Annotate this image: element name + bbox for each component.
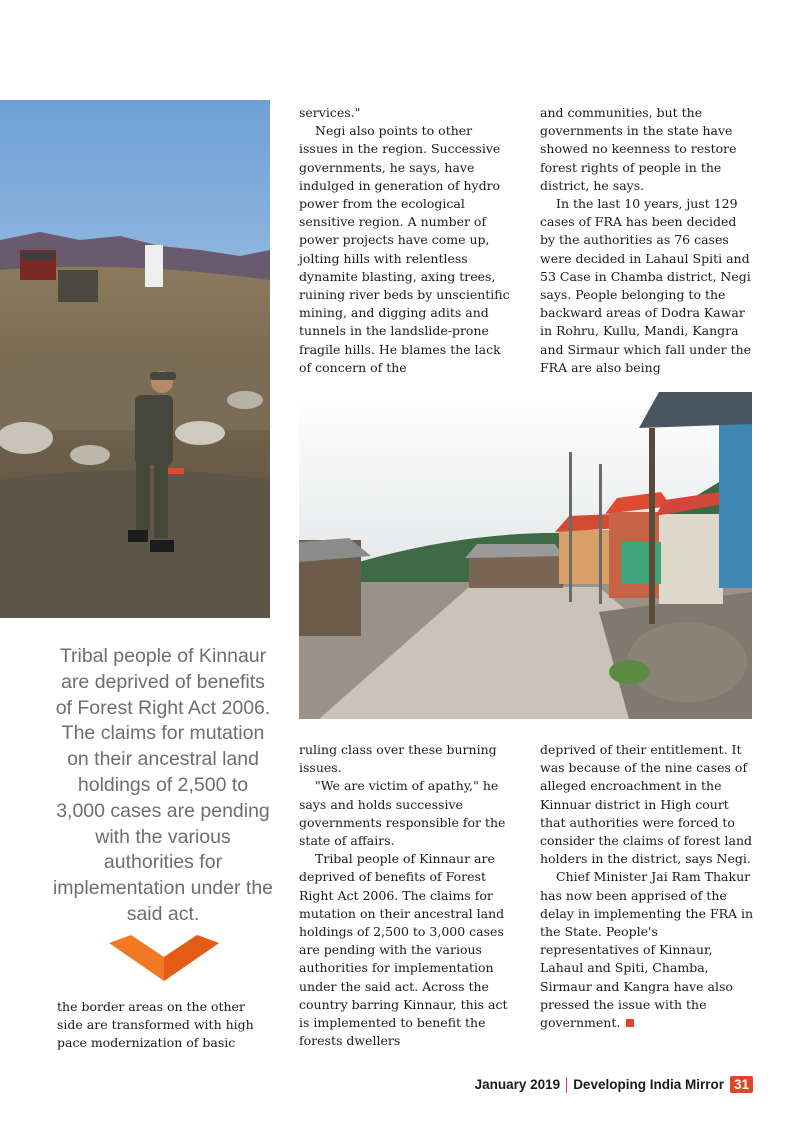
footer-date: January 2019 [474, 1077, 561, 1092]
paragraph: Negi also points to other issues in the region. Successive governments, he says, have indulged in generation of hydro power from the ecological sensitive region. A number of power projects have come up, jolting hills with relentless dynamite blasting, axing trees, ruining river beds by unscientific mining, and digging adits and tunnels in the landslide-prone fragile hills. He blames the lack of concern of the [299, 123, 510, 375]
pull-quote: Tribal people of Kinnaur are deprived of benefits of Forest Right Act 2006. The claims for mutation on their ancestral land holdings of 2,500 to 3,000 cases are pending with the various authorities for implementation under the said act. [52, 645, 274, 925]
column-2-bottom [299, 741, 511, 1050]
column-3-top [540, 104, 754, 377]
page-number: 31 [730, 1076, 753, 1093]
paragraph: "We are victim of apathy," he says and holds successive governments responsible for the state of affairs. [299, 778, 506, 849]
column-3-bottom [540, 741, 754, 1032]
photo-village-road [299, 392, 752, 719]
chevron-down-icon [109, 935, 219, 981]
paragraph: the border areas on the other side are transformed with high pace modernization of basic [57, 999, 254, 1051]
footer-magazine: Developing India Mirror [573, 1077, 724, 1092]
column-2-top [299, 104, 511, 377]
paragraph: Tribal people of Kinnaur are deprived of benefits of Forest Right Act 2006. The claims for mutation on their ancestral land holdings of 2,500 to 3,000 cases are pending with the various authorities for implementation under the said act. Across the country barring Kinnaur, this act is implemented to benefit the forests dwellers [299, 851, 508, 1049]
paragraph [540, 868, 754, 1032]
paragraph-text: Chief Minister Jai Ram Thakur has now been apprised of the delay in implementing the FRA in the State. People's representatives of Kinnaur, Lahaul and Spiti, Chamba, Sirmaur and Kangra have also pressed the issue with the government. [540, 869, 754, 1031]
paragraph: and communities, but the governments in the state have showed no keenness to restore forest rights of people in the district, he says. [540, 105, 737, 193]
paragraph: ruling class over these burning issues. [299, 742, 497, 776]
paragraph: In the last 10 years, just 129 cases of FRA has been decided by the authorities as 76 cases were decided in Lahaul Spiti and 53 Case in Chamba district, Negi says. People belonging to the backward areas of Dodra Kawar in Rohru, Kullu, Mandi, Kangra and Sirmaur which fall under the FRA are also being [540, 196, 752, 375]
end-mark-icon [626, 1019, 634, 1027]
page-footer [475, 1076, 753, 1093]
footer-divider [566, 1077, 567, 1093]
paragraph: services." [299, 105, 361, 120]
photo-border-soldier [0, 100, 270, 618]
column-1-bottom [57, 998, 271, 1053]
paragraph: deprived of their entitlement. It was because of the nine cases of alleged encroachment in the Kinnuar district in High court that authorities were forced to consider the claims of forest land holders in the district, says Negi. [540, 742, 753, 867]
